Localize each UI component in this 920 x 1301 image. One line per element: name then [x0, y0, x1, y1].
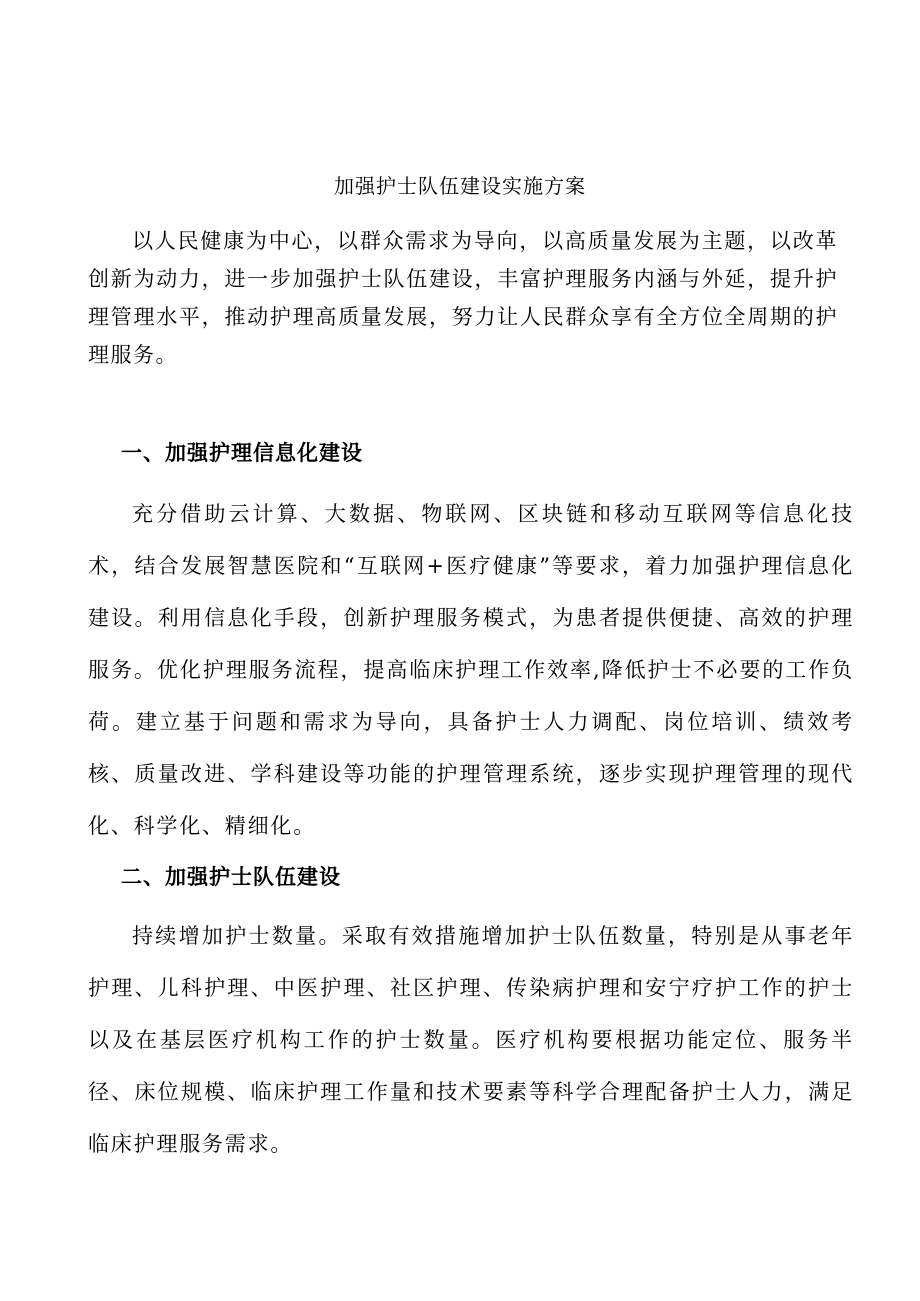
section-body-informatization: 充分借助云计算、大数据、物联网、区块链和移动互联网等信息化技术，结合发展智慧医院和“互联网+医疗健康”等要求，着力加强护理信息化建设。利用信息化手段，创新护理服务模式，为患者提供便捷、高效的护理服务。优化护理服务流程，提高临床护理工作效率,降低护士不必要的工作负荷。建立基于问题和需求为导向，具备护士人力调配、岗位培训、绩效考核、质量改进、学科建设等功能的护理管理系统，逐步实现护理管理的现代化、科学化、精细化。 [88, 502, 854, 838]
section-heading-nurse-team: 二、加强护士队伍建设 [121, 864, 341, 889]
section-heading-informatization: 一、加强护理信息化建设 [121, 440, 363, 465]
section-body-nurse-team: 持续增加护士数量。采取有效措施增加护士队伍数量，特别是从事老年护理、儿科护理、中医护理、社区护理、传染病护理和安宁疗护工作的护士以及在基层医疗机构工作的护士数量。医疗机构要根据功能定位、服务半径、床位规模、临床护理工作量和技术要素等科学合理配备护士人力，满足临床护理服务需求。 [88, 924, 854, 1156]
document-title: 加强护士队伍建设实施方案 [334, 174, 586, 198]
intro-paragraph: 以人民健康为中心，以群众需求为导向，以高质量发展为主题，以改革创新为动力，进一步加强护士队伍建设，丰富护理服务内涵与外延，提升护理管理水平，推动护理高质量发展，努力让人民群众享有全方位全周期的护理服务。 [88, 229, 838, 367]
